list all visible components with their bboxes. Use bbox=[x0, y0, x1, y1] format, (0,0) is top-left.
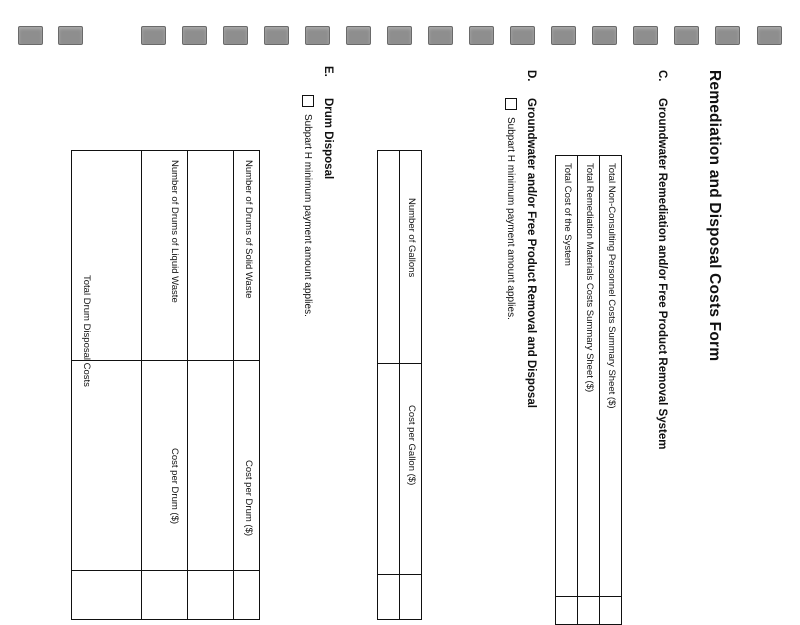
section-c-letter: C. bbox=[656, 70, 668, 82]
row-remediation-materials: Total Remediation Materials Costs Summary Sheet ($) bbox=[584, 163, 595, 393]
row-non-consulting-personnel: Total Non-Consulting Personnel Costs Summary Sheet ($) bbox=[606, 163, 617, 409]
solid-waste-cost-input[interactable] bbox=[188, 361, 233, 570]
section-e-letter: E. bbox=[322, 66, 334, 77]
section-e-title: Drum Disposal bbox=[322, 98, 334, 180]
section-d-title: Groundwater and/or Free Product Removal and Disposal bbox=[525, 98, 537, 408]
system-total-cost-field[interactable] bbox=[556, 597, 577, 624]
gallons-column-header: Number of Gallons bbox=[406, 198, 417, 278]
gallon-total-field[interactable] bbox=[378, 575, 421, 619]
section-d-checkbox[interactable] bbox=[505, 98, 517, 110]
liquid-waste-cost-input[interactable] bbox=[72, 361, 141, 570]
section-e-checkbox[interactable] bbox=[302, 95, 314, 107]
solid-waste-cost-per-drum-label: Cost per Drum ($) bbox=[243, 460, 254, 537]
cost-per-gallon-column-header: Cost per Gallon ($) bbox=[406, 405, 417, 486]
materials-cost-field[interactable] bbox=[578, 597, 599, 624]
liquid-waste-cost-per-drum-label: Cost per Drum ($) bbox=[169, 448, 180, 525]
gallons-input[interactable] bbox=[378, 151, 399, 363]
section-d-checkbox-label: Subpart H minimum payment amount applies. bbox=[505, 117, 516, 320]
section-d-letter: D. bbox=[525, 70, 537, 82]
non-consulting-cost-field[interactable] bbox=[600, 597, 621, 624]
total-drum-disposal-label: Total Drum Disposal Costs bbox=[81, 275, 92, 387]
solid-waste-drums-input[interactable] bbox=[188, 151, 233, 360]
solid-waste-drums-label: Number of Drums of Solid Waste bbox=[243, 160, 254, 299]
section-e-checkbox-label: Subpart H minimum payment amount applies. bbox=[302, 114, 313, 317]
section-c-title: Groundwater Remediation and/or Free Product Removal System bbox=[656, 98, 668, 450]
liquid-waste-drums-label: Number of Drums of Liquid Waste bbox=[169, 160, 180, 303]
form-title: Remediation and Disposal Costs Form bbox=[706, 70, 723, 362]
cost-per-gallon-input[interactable] bbox=[378, 364, 399, 574]
row-total-system-cost: Total Cost of the System bbox=[562, 163, 573, 266]
drum-totals-field[interactable] bbox=[72, 571, 259, 619]
